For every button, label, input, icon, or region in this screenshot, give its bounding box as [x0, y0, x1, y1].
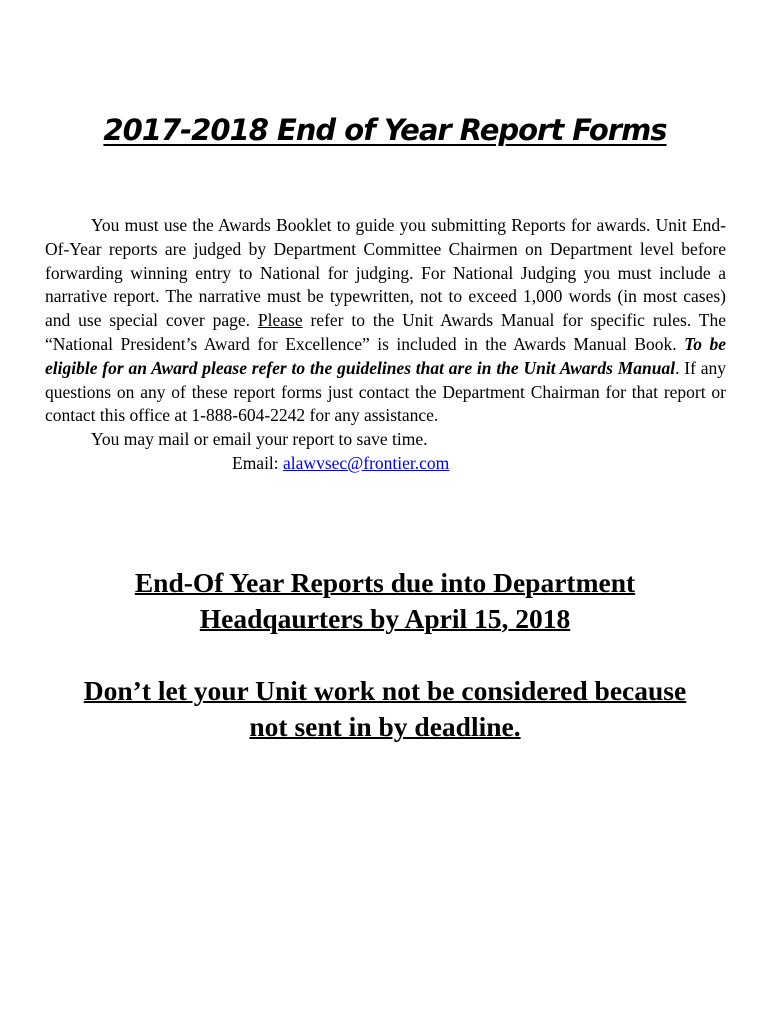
mail-instruction: You may mail or email your report to save time. [91, 429, 428, 450]
eligibility-note: To be eligible for an Award please refer to the guidelines that are in the Unit Awards Manual [45, 333, 726, 378]
deadline-line-1 [0, 565, 770, 601]
warning-line-1 [0, 673, 770, 709]
please-underlined: Please [257, 310, 303, 331]
intro-text-end: . If any questions on any of these report forms just contact the Department Chairman for that report or contact this office at 1-888-604-2242 for any assistance. [45, 357, 726, 426]
page-title-text: 2017-2018 End of Year Report Forms [103, 113, 667, 147]
intro-text-middle: refer to the Unit Awards Manual for specific rules. The “National President’s Award for Excellence” is included in the Awards Manual Book. [45, 310, 726, 354]
warning-line-1-text: Don’t let your Unit work not be considered because [83, 675, 687, 706]
intro-section [45, 214, 726, 476]
deadline-warning [0, 673, 770, 745]
deadline-line-2-text: Headqaurters by April 15, 2018 [199, 603, 571, 634]
deadline-line-2 [0, 601, 770, 637]
intro-paragraph [45, 214, 726, 428]
warning-line-2 [0, 709, 770, 745]
email-link[interactable]: alawvsec@frontier.com [283, 452, 450, 473]
email-label: Email: [232, 452, 284, 473]
warning-line-2-text: not sent in by deadline. [249, 711, 521, 742]
email-line [45, 452, 726, 476]
deadline-line-1-text: End-Of Year Reports due into Department [134, 567, 636, 598]
deadline-notice [0, 565, 770, 637]
page-title [0, 108, 770, 152]
intro-text-start: You must use the Awards Booklet to guide you submitting Reports for awards. Unit End-Of-Year reports are judged by Department Committee Chairmen on Department level before forwarding winning entry to National for judging. For National Judging you must include a narrative report. The narrative must be typewritten, not to exceed 1,000 words (in most cases) and use special cover page. [45, 215, 726, 331]
